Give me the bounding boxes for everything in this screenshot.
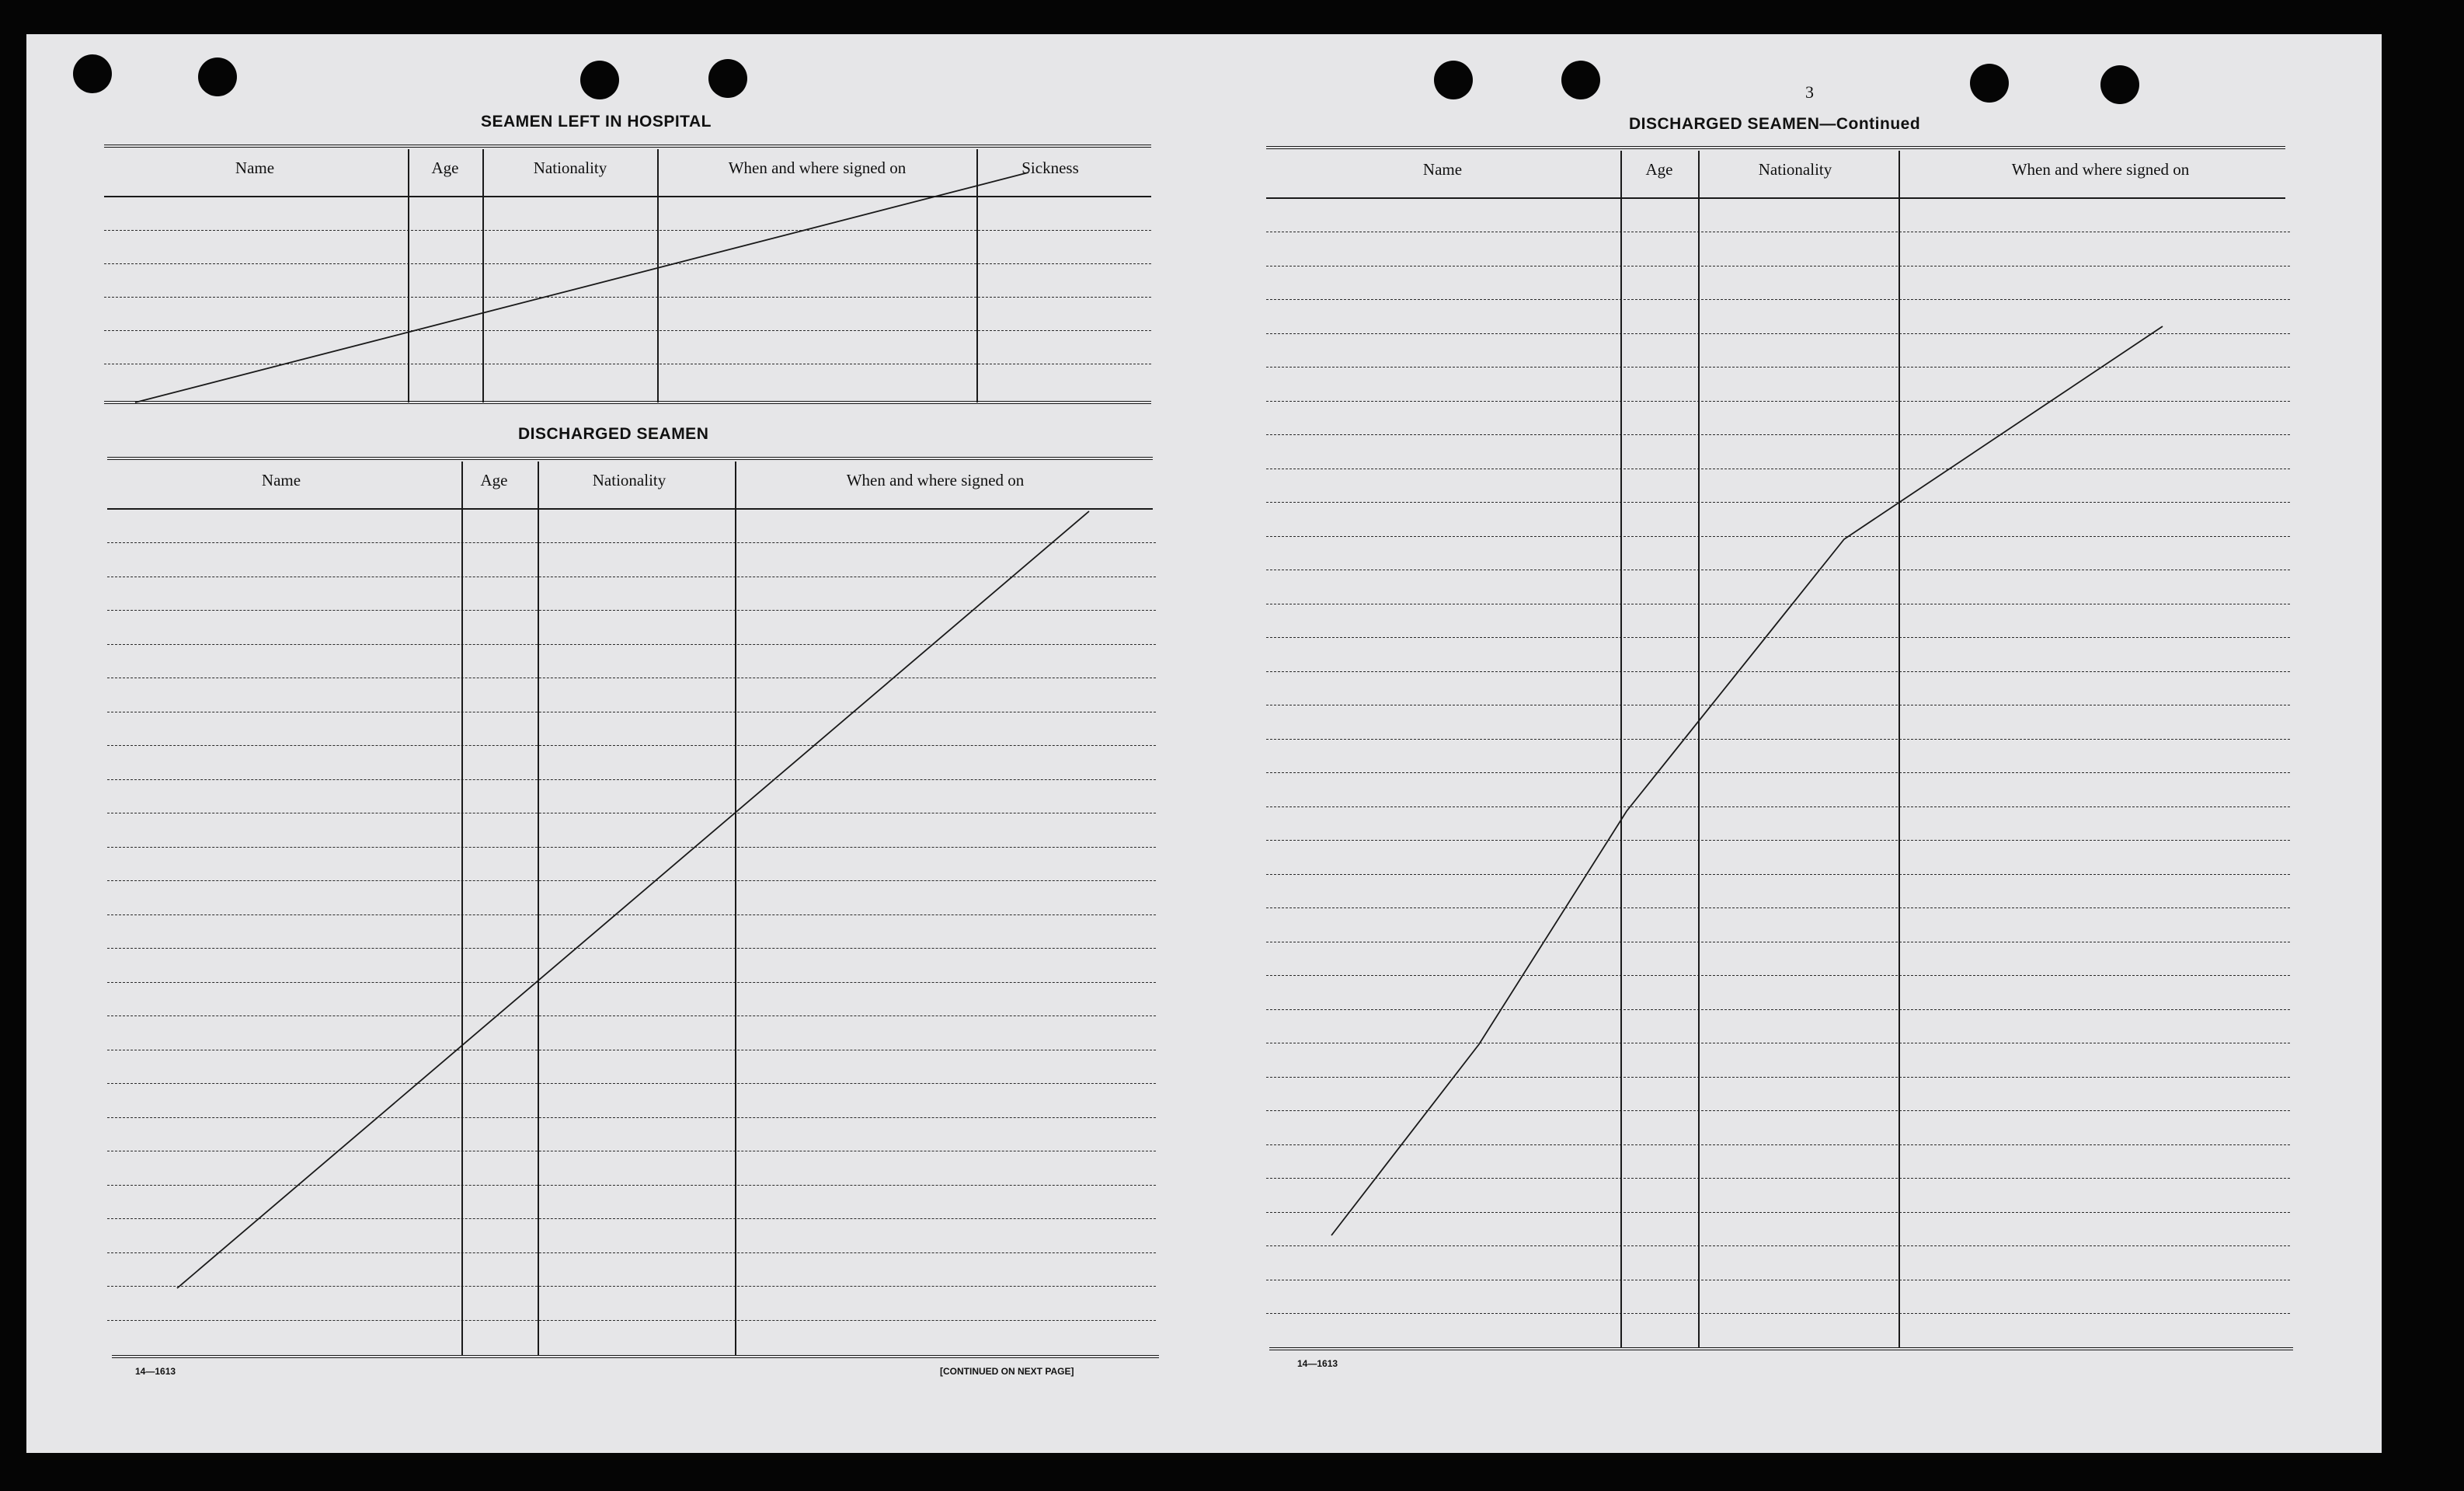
hospital-section-title: SEAMEN LEFT IN HOSPITAL — [481, 113, 712, 131]
hospital-col-name: Name — [235, 159, 275, 177]
right-form-number: 14—1613 — [1297, 1358, 1338, 1369]
left-form-number: 14—1613 — [135, 1366, 176, 1377]
page-number: 3 — [1805, 82, 1814, 102]
hospital-col-sickness: Sickness — [1021, 159, 1079, 177]
discharged-cancel-line — [177, 511, 1089, 1288]
continued-cancel-line — [1331, 326, 2163, 1235]
discharged-col-name: Name — [261, 471, 301, 489]
hospital-col-signed-on: When and where signed on — [728, 159, 907, 177]
discharged-col-age: Age — [480, 471, 508, 489]
continued-note: [CONTINUED ON NEXT PAGE] — [940, 1366, 1074, 1377]
continued-section-title: DISCHARGED SEAMEN—Continued — [1629, 115, 1921, 133]
hospital-col-nationality: Nationality — [533, 159, 607, 177]
right-page — [1223, 34, 2382, 1453]
continued-col-name: Name — [1422, 160, 1463, 179]
right-page-strike-lines — [1223, 34, 2382, 1453]
hospital-cancel-line — [135, 172, 1028, 402]
continued-col-nationality: Nationality — [1758, 160, 1832, 179]
discharged-col-signed-on: When and where signed on — [846, 471, 1025, 489]
continued-col-age: Age — [1645, 160, 1673, 179]
discharged-section-title: DISCHARGED SEAMEN — [518, 425, 709, 443]
hospital-col-age: Age — [431, 159, 459, 177]
discharged-col-nationality: Nationality — [592, 471, 666, 489]
continued-col-signed-on: When and where signed on — [2011, 160, 2190, 179]
left-page-strike-lines — [26, 34, 1223, 1453]
form-spread — [26, 34, 2382, 1453]
